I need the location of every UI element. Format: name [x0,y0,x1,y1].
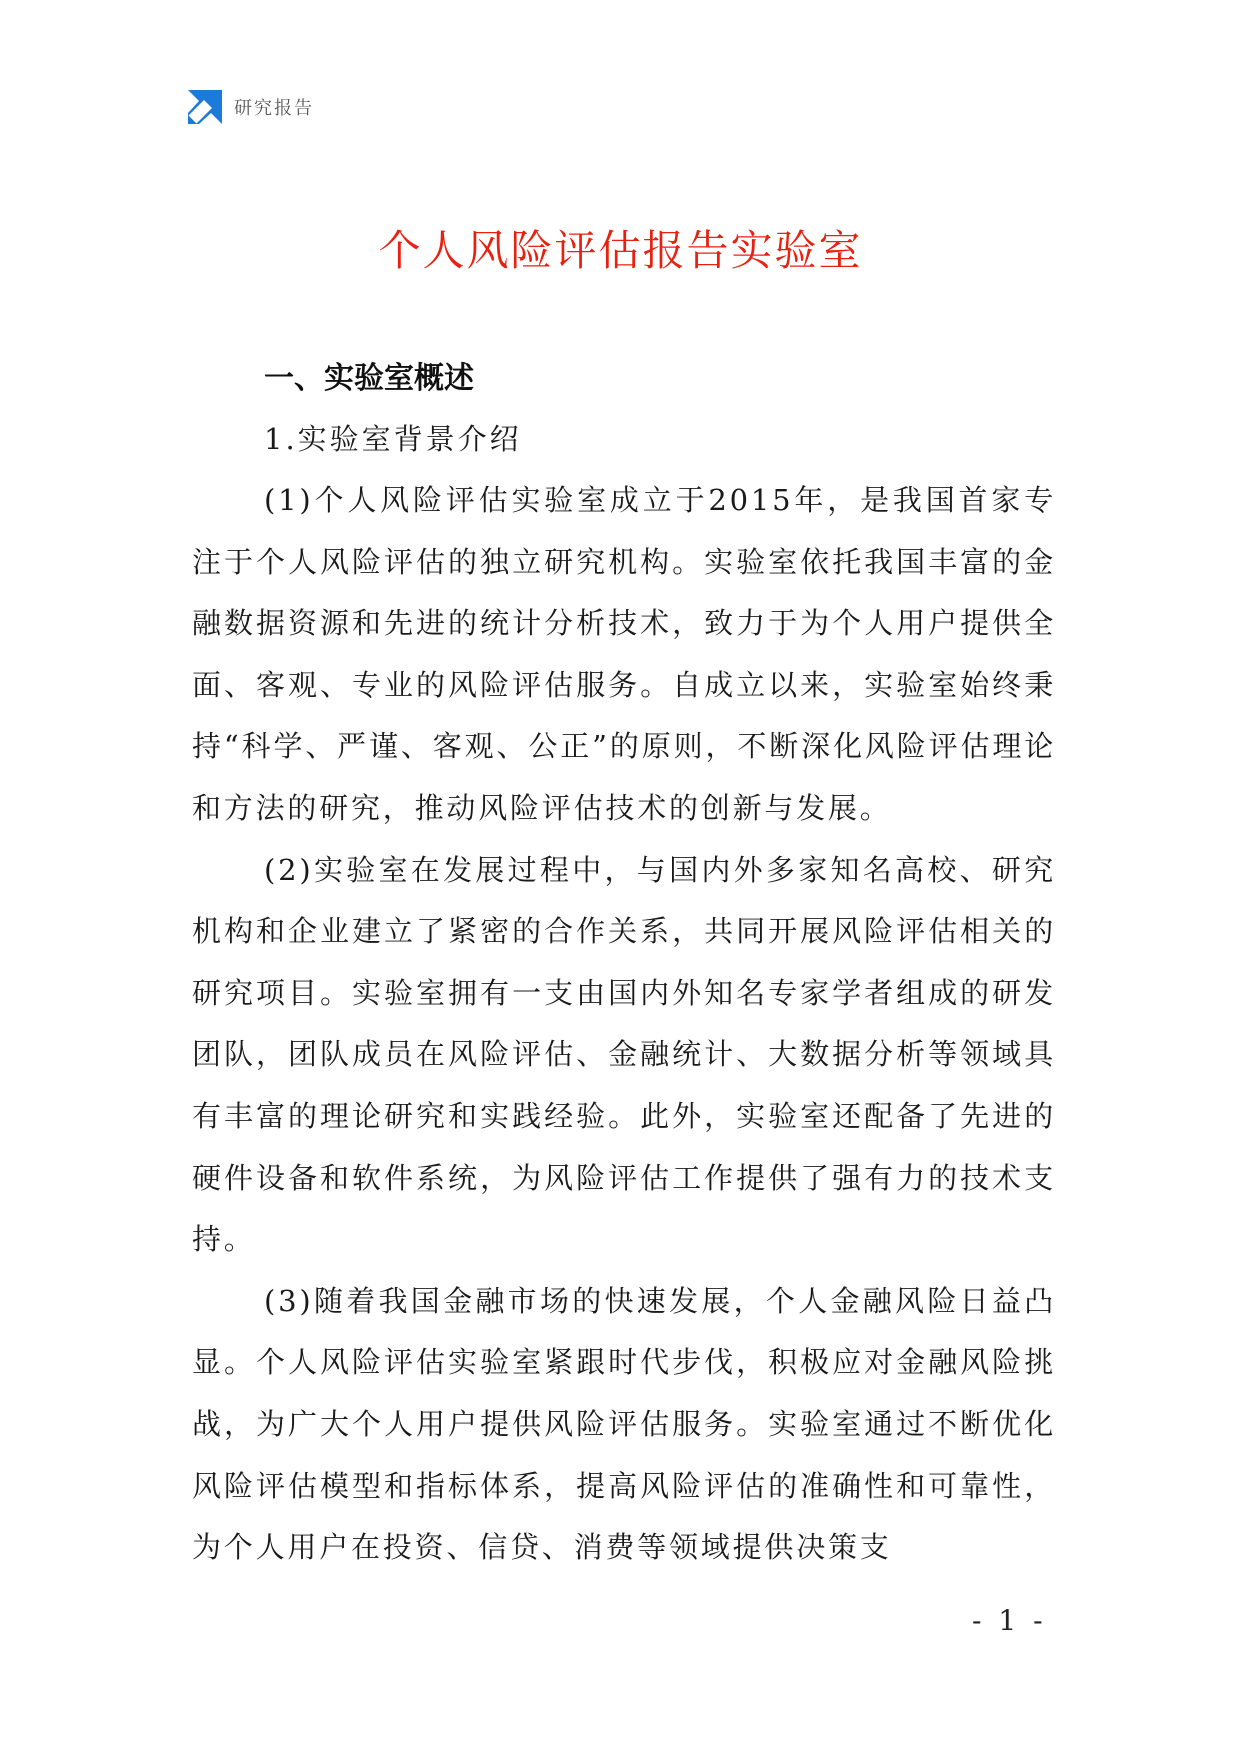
page-number: - 1 - [972,1604,1047,1637]
header-label: 研究报告 [234,98,314,119]
document-title: 个人风险评估报告实验室 [378,226,863,275]
paragraph-3: (3)随着我国金融市场的快速发展，个人金融风险日益凸显。个人风险评估实验室紧跟时代步伐，积极应对金融风险挑战，为广大个人用户提供风险评估服务。实验室通过不断优化风险评估模型和指标体系，提高风险评估的准确性和可靠性，为个人用户在投资、信贷、消费等领域提供决策支 [192,1283,1056,1565]
arrow-logo-icon [188,90,222,124]
section-heading: 一、实验室概述 [264,361,474,396]
page-header [188,90,314,124]
document-body [192,350,1056,1579]
paragraph-1: (1)个人风险评估实验室成立于2015年，是我国首家专注于个人风险评估的独立研究机构。实验室依托我国丰富的金融数据资源和先进的统计分析技术，致力于为个人用户提供全面、客观、专业的风险评估服务。自成立以来，实验室始终秉持“科学、严谨、客观、公正”的原则，不断深化风险评估理论和方法的研究，推动风险评估技术的创新与发展。 [192,483,1056,825]
sub-heading: 1.实验室背景介绍 [264,422,522,456]
paragraph-2: (2)实验室在发展过程中，与国内外多家知名高校、研究机构和企业建立了紧密的合作关系，共同开展风险评估相关的研究项目。实验室拥有一支由国内外知名专家学者组成的研发团队，团队成员在风险评估、金融统计、大数据分析等领域具有丰富的理论研究和实践经验。此外，实验室还配备了先进的硬件设备和软件系统，为风险评估工作提供了强有力的技术支持。 [192,852,1056,1257]
